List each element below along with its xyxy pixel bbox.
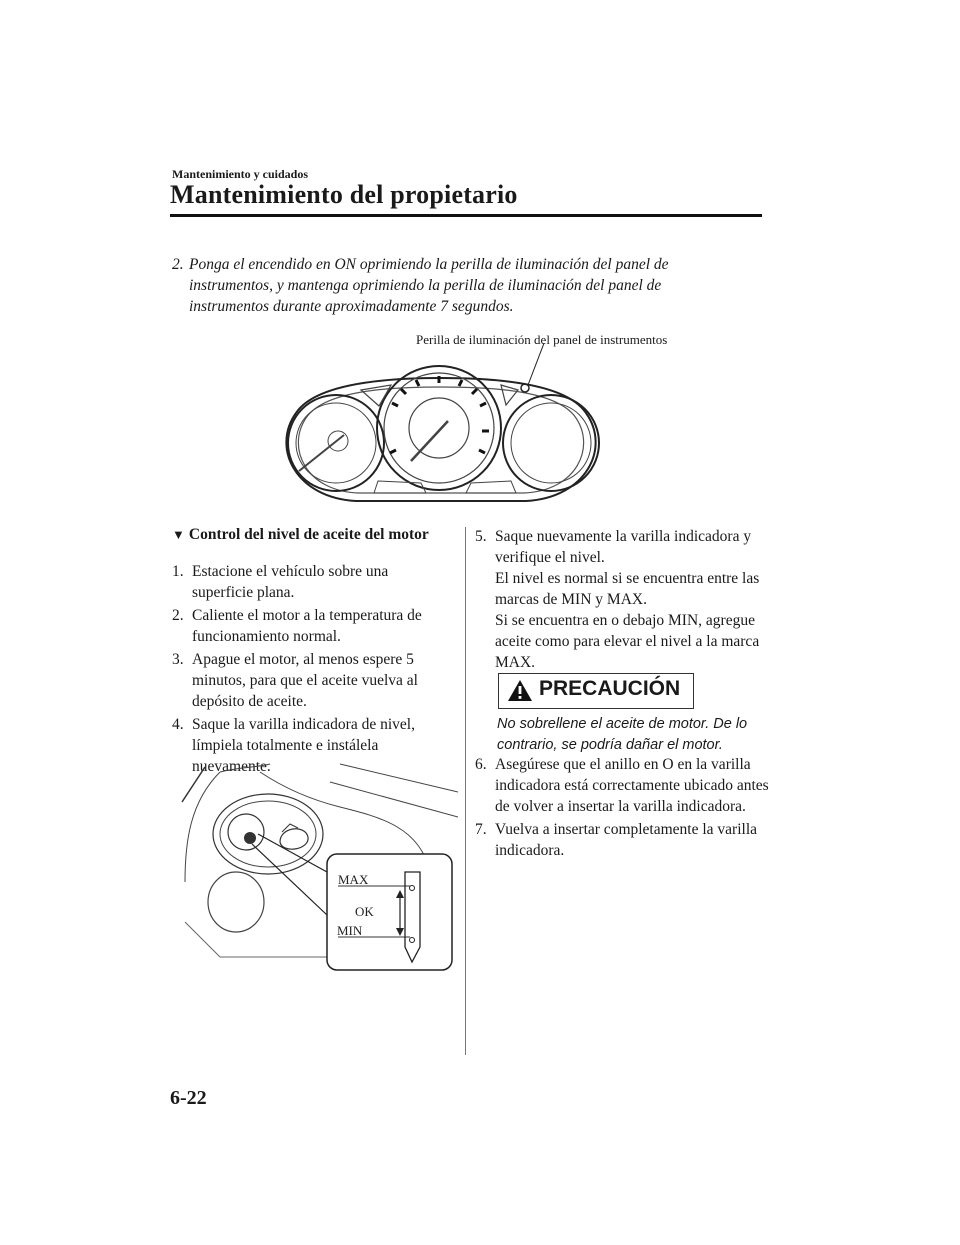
min-label: MIN	[337, 923, 363, 938]
step-text: Apague el motor, al menos espere 5 minutos, para que el aceite vuelva al depósito de aceite.	[192, 651, 418, 710]
step-text: Saque la varilla indicadora de nivel, límpiela totalmente e instálela nuevamente.	[192, 716, 415, 775]
step-text-line2: El nivel es normal si se encuentra entre las marcas de MIN y MAX.	[495, 570, 760, 608]
page-number: 6-22	[170, 1087, 207, 1109]
step-number: 4.	[172, 716, 184, 733]
step-number: 6.	[475, 756, 487, 773]
steps-left	[172, 561, 452, 779]
caution-text: No sobrellene el aceite de motor. De lo contrario, se podría dañar el motor.	[497, 716, 748, 753]
step-number: 5.	[475, 528, 487, 545]
ok-label: OK	[355, 904, 374, 919]
page-title: Mantenimiento del propietario	[170, 180, 518, 209]
oil-section-heading	[172, 526, 429, 544]
step-number: 3.	[172, 651, 184, 668]
step-text: Saque nuevamente la varilla indicadora y verifique el nivel.	[495, 528, 752, 566]
list-item	[172, 605, 452, 647]
list-item	[475, 754, 770, 817]
step-text: Vuelva a insertar completamente la varilla indicadora.	[495, 821, 758, 859]
step-text-line3: Si se encuentra en o debajo MIN, agregue aceite como para elevar el nivel a la marca MAX.	[495, 612, 760, 671]
max-label: MAX	[338, 872, 369, 887]
step-text: Caliente el motor a la temperatura de funcionamiento normal.	[192, 607, 422, 645]
heading-marker: ▼	[172, 527, 185, 542]
column-divider	[465, 527, 466, 1055]
title-rule	[170, 214, 762, 217]
caution-box	[498, 673, 694, 709]
list-item	[475, 526, 770, 673]
heading-text: Control del nivel de aceite del motor	[188, 526, 429, 543]
step-2-text: Ponga el encendido en ON oprimiendo la perilla de iluminación del panel de instrumentos, y mantenga oprimiendo la perilla de iluminación del panel de instrumentos durante aproximadamente 7 segundos.	[189, 256, 669, 315]
step-text: Estacione el vehículo sobre una superficie plana.	[192, 563, 389, 601]
steps-right-b	[475, 754, 770, 863]
section-label: Mantenimiento y cuidados	[172, 167, 309, 181]
dipstick-illustration	[180, 762, 458, 972]
list-item	[172, 649, 452, 712]
step-number: 1.	[172, 563, 184, 580]
steps-right-a	[475, 526, 770, 675]
step-2	[172, 254, 732, 317]
figure1-callout: Perilla de iluminación del panel de instrumentos	[416, 332, 668, 347]
warning-icon	[507, 679, 533, 702]
instrument-cluster-illustration	[266, 343, 616, 513]
step-text: Asegúrese que el anillo en O en la varilla indicadora está correctamente ubicado antes de volver a insertar la varilla indicadora.	[495, 756, 769, 815]
step-number: 7.	[475, 821, 487, 838]
list-item	[172, 561, 452, 603]
caution-label: PRECAUCIÓN	[539, 677, 681, 700]
step-number: 2.	[172, 607, 184, 624]
step-2-number: 2.	[172, 256, 184, 273]
list-item	[475, 819, 770, 861]
